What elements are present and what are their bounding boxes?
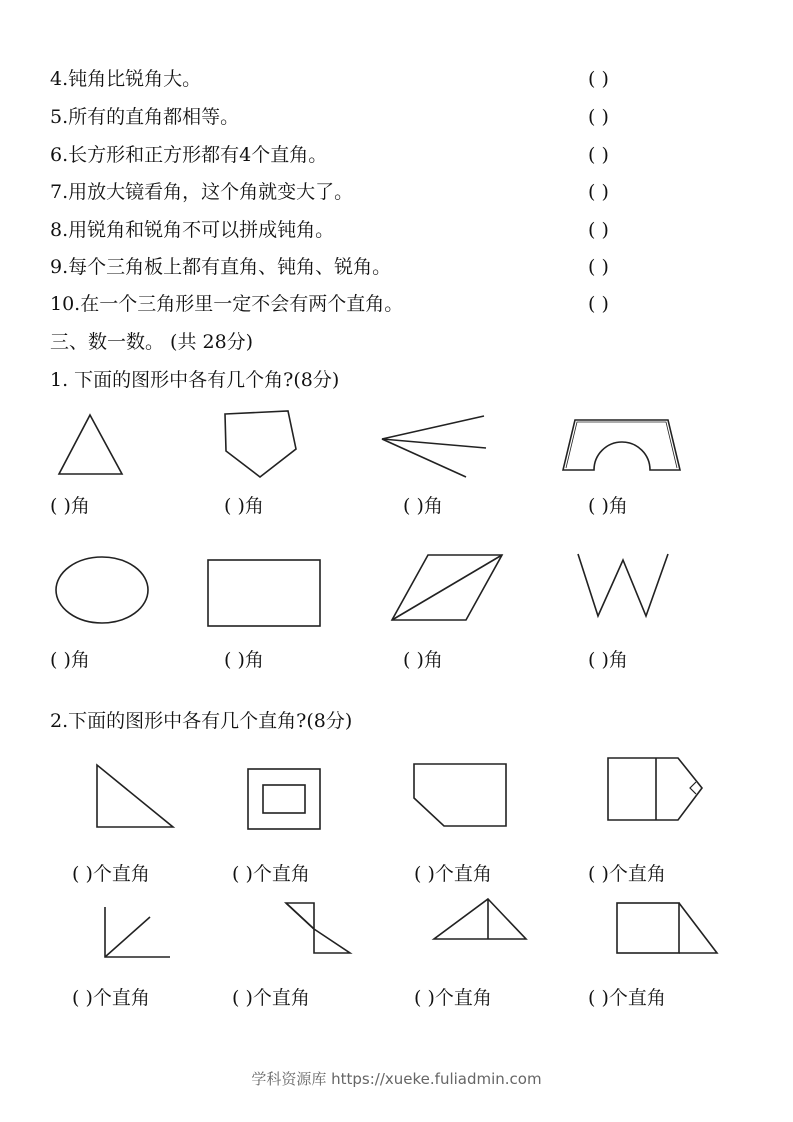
judge-text: 7.用放大镜看角，这个角就变大了。 [50,181,354,203]
answer-blank[interactable]: ( )角 [224,495,264,517]
judge-text: 9.每个三角板上都有直角、钝角、锐角。 [50,256,392,278]
answer-blank[interactable]: ( )角 [403,495,443,517]
answer-blank[interactable]: ( )角 [50,495,90,517]
answer-blank[interactable]: ( )个直角 [232,863,310,885]
answer-paren[interactable]: ( ) [588,219,609,241]
footer-watermark: 学科资源库 https://xueke.fuliadmin.com [251,1070,542,1088]
answer-paren[interactable]: ( ) [588,68,609,90]
parallelogram-with-diagonal-figure [388,552,506,624]
answer-paren[interactable]: ( ) [588,256,609,278]
judge-text: 4.钝角比锐角大。 [50,68,202,90]
answer-blank[interactable]: ( )角 [50,649,90,671]
right-triangle-figure [93,761,177,831]
rectangle-figure [205,557,323,629]
answer-paren[interactable]: ( ) [588,106,609,128]
question-1-title: 1. 下面的图形中各有几个角?(8分) [50,369,340,391]
answer-paren[interactable]: ( ) [588,181,609,203]
answer-blank[interactable]: ( )角 [403,649,443,671]
judge-text: 5.所有的直角都相等。 [50,106,240,128]
two-rays-angle-figure [100,903,174,961]
square-plus-triangle-figure [613,899,721,957]
answer-blank[interactable]: ( )个直角 [72,987,150,1009]
house-shape-figure [604,754,706,824]
three-rays-figure [378,412,490,480]
answer-paren[interactable]: ( ) [588,293,609,315]
answer-blank[interactable]: ( )个直角 [414,863,492,885]
w-shape-figure [574,550,672,620]
pentagon-figure [218,407,302,481]
answer-blank[interactable]: ( )个直角 [232,987,310,1009]
judge-text: 10.在一个三角形里一定不会有两个直角。 [50,293,404,315]
answer-blank[interactable]: ( )角 [224,649,264,671]
answer-blank[interactable]: ( )个直角 [72,863,150,885]
question-2-title: 2.下面的图形中各有几个直角?(8分) [50,710,353,732]
triangle-figure [55,412,127,478]
judge-text: 6.长方形和正方形都有4个直角。 [50,144,328,166]
section-title: 三、数一数。 (共 28分) [50,331,254,353]
ellipse-figure [53,554,151,626]
split-triangle-figure [430,895,530,943]
answer-blank[interactable]: ( )个直角 [414,987,492,1009]
answer-blank[interactable]: ( )角 [588,649,628,671]
answer-paren[interactable]: ( ) [588,144,609,166]
arch-figure [560,414,684,474]
answer-blank[interactable]: ( )角 [588,495,628,517]
answer-blank[interactable]: ( )个直角 [588,863,666,885]
judge-text: 8.用锐角和锐角不可以拼成钝角。 [50,219,335,241]
cut-corner-pentagon-figure [410,760,510,830]
answer-blank[interactable]: ( )个直角 [588,987,666,1009]
nested-rectangles-figure [245,766,323,832]
z-shape-figure [282,899,354,957]
